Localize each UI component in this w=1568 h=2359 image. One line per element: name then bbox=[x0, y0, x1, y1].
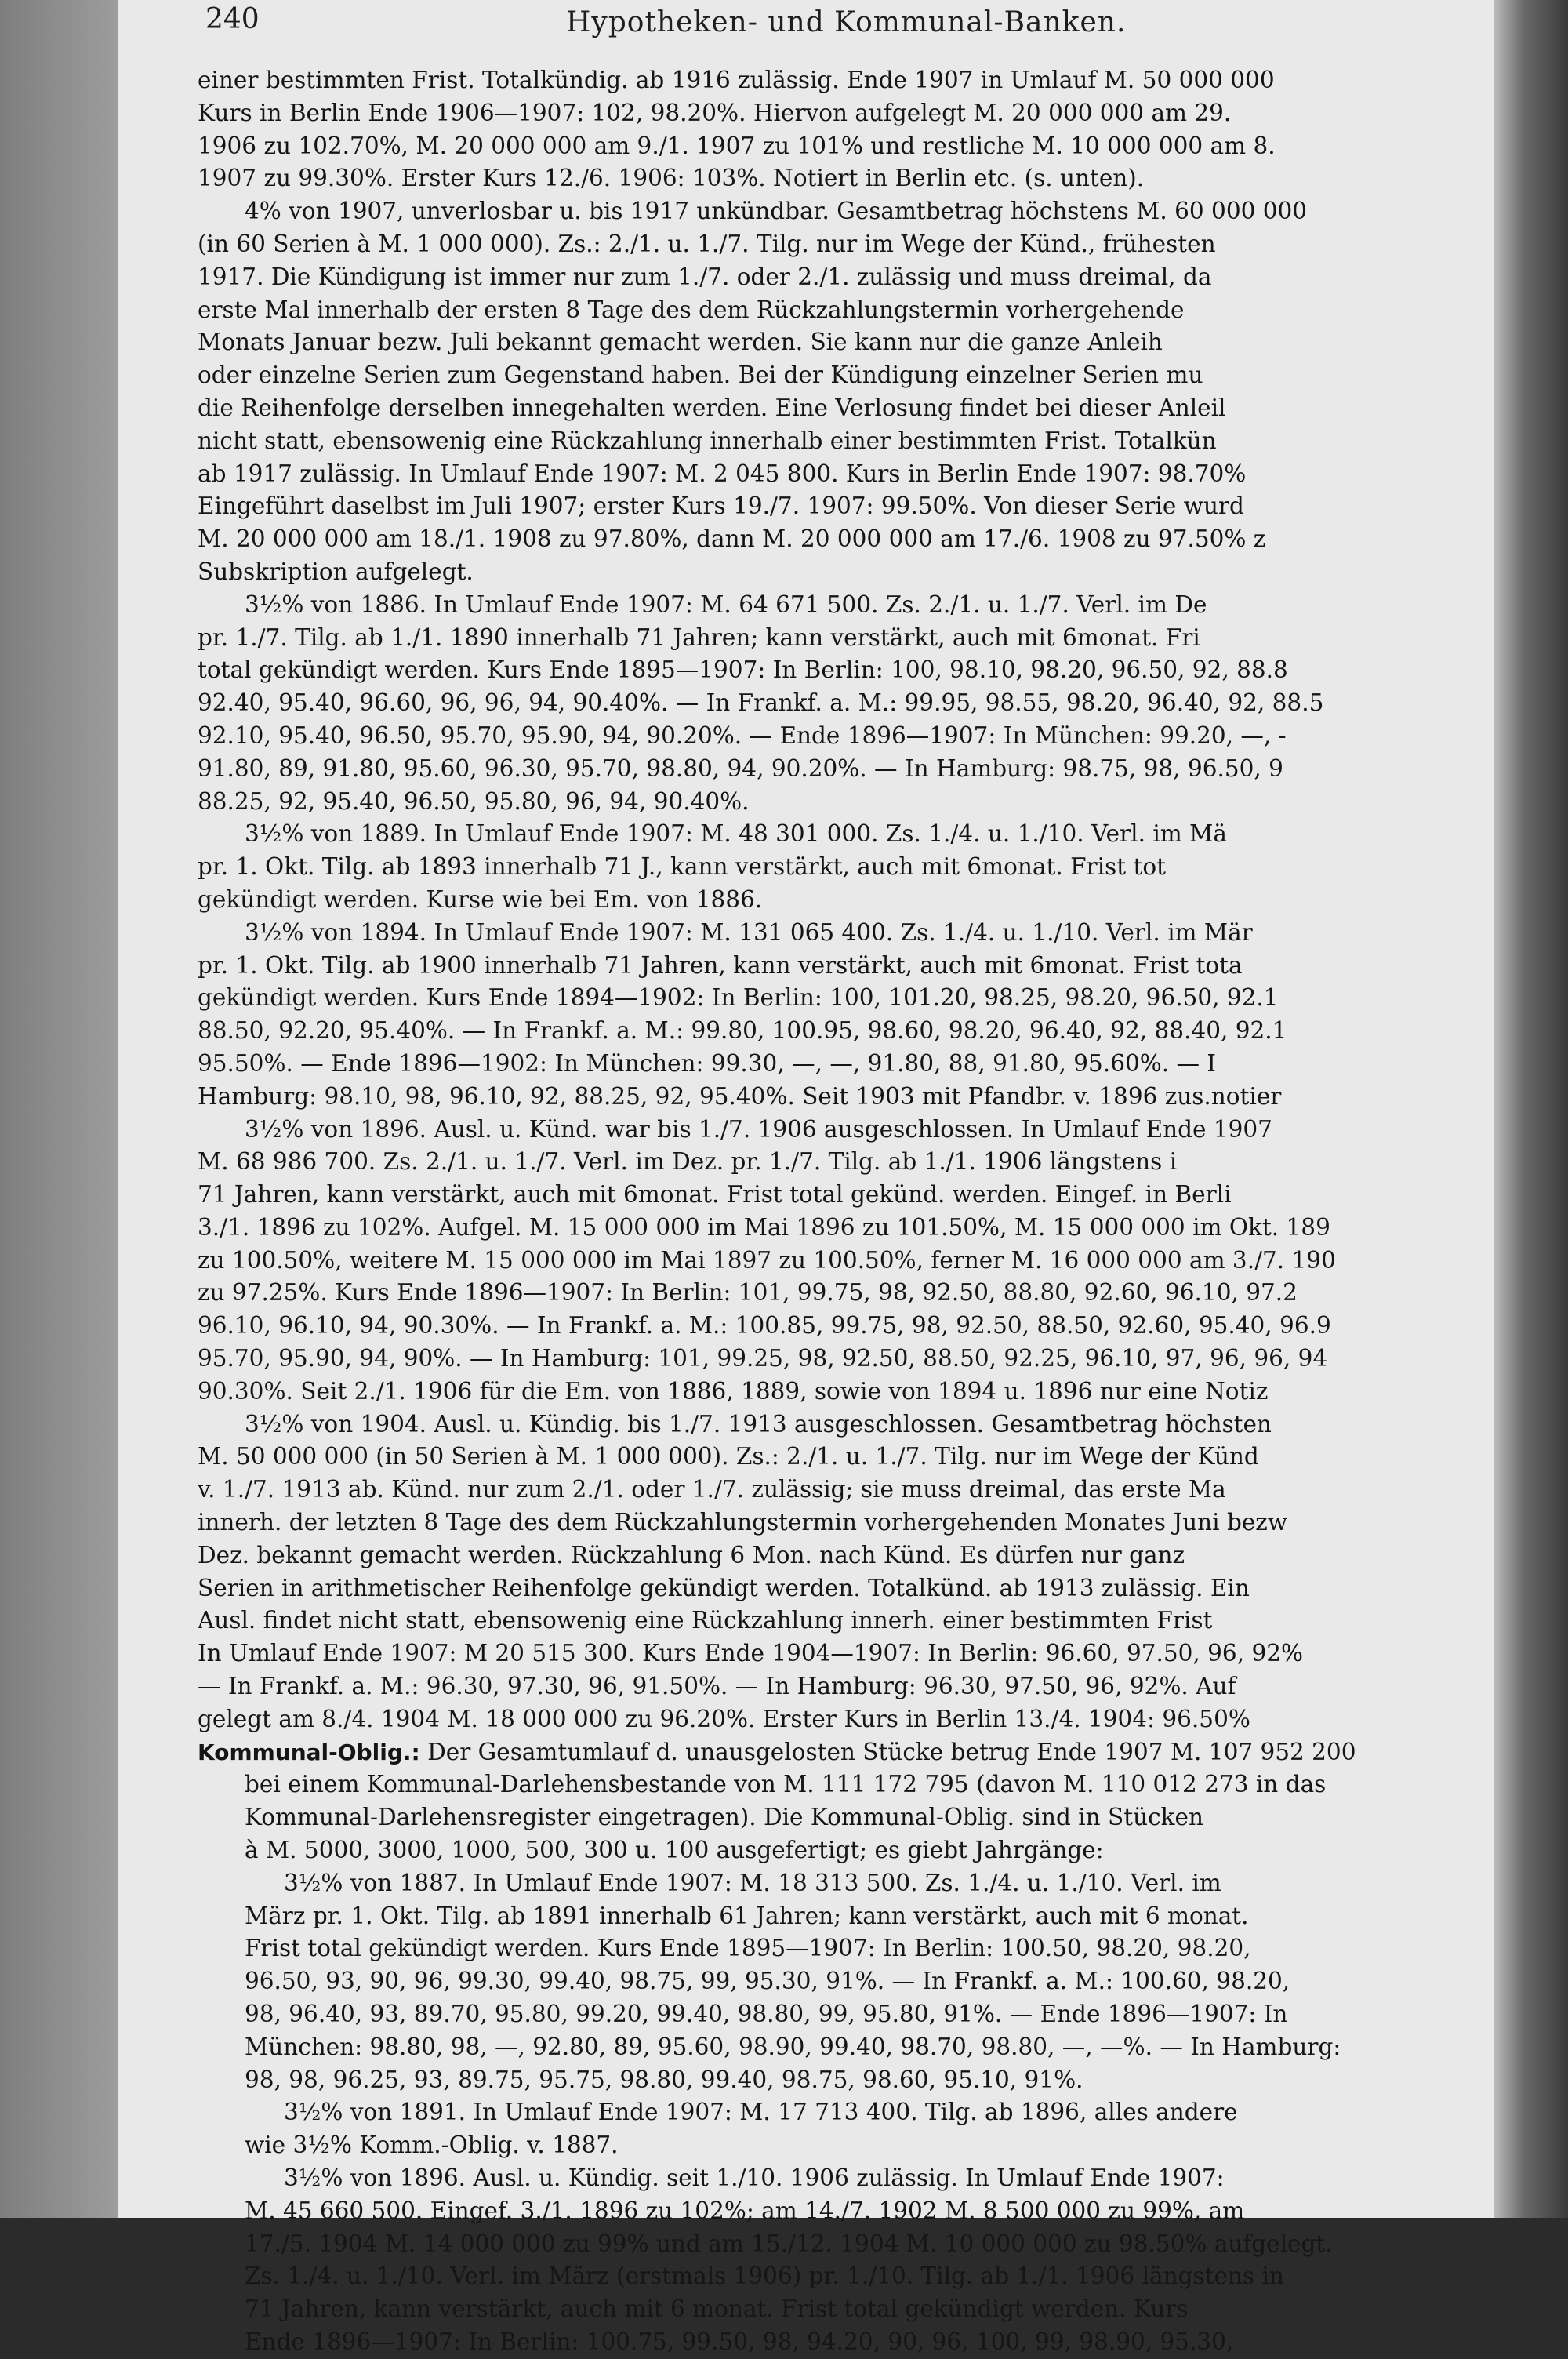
text-line: 98, 98, 96.25, 93, 89.75, 95.75, 98.80, 99.40, 98.75, 98.60, 95.10, 91%. bbox=[245, 2066, 1083, 2093]
text-line: In Umlauf Ende 1907: M 20 515 300. Kurs Ende 1904—1907: In Berlin: 96.60, 97.50, 96, 92% bbox=[198, 1640, 1304, 1667]
body-text bbox=[198, 64, 1444, 2359]
text-line: oder einzelne Serien zum Gegenstand haben. Bei der Kündigung einzelner Serien mu bbox=[198, 362, 1203, 389]
text-line: wie 3½% Komm.-Oblig. v. 1887. bbox=[245, 2132, 619, 2159]
text-line: 71 Jahren, kann verstärkt, auch mit 6monat. Frist total gekünd. werden. Eingef. in Berli bbox=[198, 1181, 1232, 1209]
text-line: zu 97.25%. Kurs Ende 1896—1907: In Berlin: 101, 99.75, 98, 92.50, 88.80, 92.60, 96.10, 97.2 bbox=[198, 1279, 1298, 1307]
text-line: 92.10, 95.40, 96.50, 95.70, 95.90, 94, 90.20%. — Ende 1896—1907: In München: 99.20, —, - bbox=[198, 722, 1287, 749]
text-line: innerh. der letzten 8 Tage des dem Rückzahlungstermin vorhergehenden Monates Juni bezw bbox=[198, 1509, 1288, 1536]
text-line: Hamburg: 98.10, 98, 96.10, 92, 88.25, 92, 95.40%. Seit 1903 mit Pfandbr. v. 1896 zus.notier bbox=[198, 1082, 1282, 1110]
text-line: zu 100.50%, weitere M. 15 000 000 im Mai 1897 zu 100.50%, ferner M. 16 000 000 am 3./7. 190 bbox=[198, 1246, 1336, 1274]
text-line: total gekündigt werden. Kurs Ende 1895—1907: In Berlin: 100, 98.10, 98.20, 96.50, 92, 88.8 bbox=[198, 656, 1288, 684]
section-first-line bbox=[198, 1736, 1444, 1769]
text-line: 92.40, 95.40, 96.60, 96, 96, 94, 90.40%. — In Frankf. a. M.: 99.95, 98.55, 98.20, 96.40, 92, 88.5 bbox=[198, 689, 1324, 717]
running-header bbox=[205, 3, 1475, 42]
text-line: bei einem Kommunal-Darlehensbestande von M. 111 172 795 (davon M. 110 012 273 in das bbox=[245, 1771, 1327, 1798]
text-line: 3½% von 1887. In Umlauf Ende 1907: M. 18 313 500. Zs. 1./4. u. 1./10. Verl. im bbox=[284, 1869, 1221, 1896]
text-line: 1906 zu 102.70%, M. 20 000 000 am 9./1. 1907 zu 101% und restliche M. 10 000 000 am 8. bbox=[198, 132, 1276, 159]
text-line: 95.70, 95.90, 94, 90%. — In Hamburg: 101, 99.25, 98, 92.50, 88.50, 92.25, 96.10, 97, 96, 96, 94 bbox=[198, 1345, 1328, 1372]
text-line: M. 20 000 000 am 18./1. 1908 zu 97.80%, dann M. 20 000 000 am 17./6. 1908 zu 97.50% z bbox=[198, 525, 1266, 553]
text-line: 3./1. 1896 zu 102%. Aufgel. M. 15 000 000 im Mai 1896 zu 101.50%, M. 15 000 000 im Okt. 189 bbox=[198, 1213, 1330, 1241]
text-line: — In Frankf. a. M.: 96.30, 97.30, 96, 91.50%. — In Hamburg: 96.30, 97.50, 96, 92%. Auf bbox=[198, 1673, 1236, 1700]
page-number: 240 bbox=[205, 3, 260, 35]
text-line: Dez. bekannt gemacht werden. Rückzahlung 6 Mon. nach Künd. Es dürfen nur ganz bbox=[198, 1541, 1185, 1568]
text-line: 91.80, 89, 91.80, 95.60, 96.30, 95.70, 98.80, 94, 90.20%. — In Hamburg: 98.75, 98, 96.50, 9 bbox=[198, 754, 1283, 782]
text-line: Serien in arithmetischer Reihenfolge gekündigt werden. Totalkünd. ab 1913 zulässig. Ein bbox=[198, 1574, 1250, 1601]
running-title: Hypotheken- und Kommunal-Banken. bbox=[566, 6, 1127, 38]
text-line: einer bestimmten Frist. Totalkündig. ab 1916 zulässig. Ende 1907 in Umlauf M. 50 000 000 bbox=[198, 67, 1275, 93]
text-line: 96.10, 96.10, 94, 90.30%. — In Frankf. a. M.: 100.85, 99.75, 98, 92.50, 88.50, 92.60, 95.40, 96.9 bbox=[198, 1312, 1331, 1339]
text-line: 17./5. 1904 M. 14 000 000 zu 99% und am 15./12. 1904 M. 10 000 000 zu 98.50% aufgelegt. bbox=[245, 2230, 1333, 2257]
text-line: M. 45 660 500. Eingef. 3./1. 1896 zu 102%; am 14./7. 1902 M. 8 500 000 zu 99%, am bbox=[245, 2197, 1245, 2224]
text-line: 88.25, 92, 95.40, 96.50, 95.80, 96, 94, 90.40%. bbox=[198, 787, 750, 815]
text-line: pr. 1. Okt. Tilg. ab 1893 innerhalb 71 J., kann verstärkt, auch mit 6monat. Frist tot bbox=[198, 853, 1166, 881]
text-line: nicht statt, ebensowenig eine Rückzahlung innerhalb einer bestimmten Frist. Totalkün bbox=[198, 427, 1217, 454]
text-line: M. 68 986 700. Zs. 2./1. u. 1./7. Verl. im Dez. pr. 1./7. Tilg. ab 1./1. 1906 längstens i bbox=[198, 1148, 1178, 1176]
text-line: gelegt am 8./4. 1904 M. 18 000 000 zu 96.20%. Erster Kurs in Berlin 13./4. 1904: 96.50% bbox=[198, 1705, 1250, 1732]
text-line: Ausl. findet nicht statt, ebensowenig eine Rückzahlung innerh. einer bestimmten Frist bbox=[198, 1607, 1213, 1634]
text-line: 3½% von 1889. In Umlauf Ende 1907: M. 48 301 000. Zs. 1./4. u. 1./10. Verl. im Mä bbox=[245, 820, 1227, 848]
text-line: Kommunal-Darlehensregister eingetragen). Die Kommunal-Oblig. sind in Stücken bbox=[245, 1804, 1203, 1831]
text-line: 95.50%. — Ende 1896—1902: In München: 99.30, —, —, 91.80, 88, 91.80, 95.60%. — I bbox=[198, 1049, 1217, 1077]
text-line: à M. 5000, 3000, 1000, 500, 300 u. 100 ausgefertigt; es giebt Jahrgänge: bbox=[245, 1837, 1104, 1864]
text-line: Frist total gekündigt werden. Kurs Ende 1895—1907: In Berlin: 100.50, 98.20, 98.20, bbox=[245, 1935, 1251, 1962]
text-line: 3½% von 1886. In Umlauf Ende 1907: M. 64 671 500. Zs. 2./1. u. 1./7. Verl. im De bbox=[245, 591, 1207, 618]
text-line: (in 60 Serien à M. 1 000 000). Zs.: 2./1. u. 1./7. Tilg. nur im Wege der Künd., frühesten bbox=[198, 230, 1216, 257]
text-line: 88.50, 92.20, 95.40%. — In Frankf. a. M.: 99.80, 100.95, 98.60, 98.20, 96.40, 92, 88.40, 92.1 bbox=[198, 1017, 1287, 1045]
text-line: v. 1./7. 1913 ab. Künd. nur zum 2./1. oder 1./7. zulässig; sie muss dreimal, das erste Ma bbox=[198, 1476, 1226, 1503]
scan-right-edge bbox=[1494, 0, 1568, 2218]
text-line: erste Mal innerhalb der ersten 8 Tage des dem Rückzahlungstermin vorhergehende bbox=[198, 296, 1185, 323]
text-line: 3½% von 1896. Ausl. u. Künd. war bis 1./7. 1906 ausgeschlossen. In Umlauf Ende 1907 bbox=[245, 1115, 1272, 1143]
text-line: 3½% von 1896. Ausl. u. Kündig. seit 1./10. 1906 zulässig. In Umlauf Ende 1907: bbox=[284, 2165, 1225, 2191]
text-line: Ende 1896—1907: In Berlin: 100.75, 99.50, 98, 94.20, 90, 96, 100, 99, 98.90, 95.30, bbox=[245, 2328, 1234, 2355]
text-line: pr. 1./7. Tilg. ab 1./1. 1890 innerhalb 71 Jahren; kann verstärkt, auch mit 6monat. Fri bbox=[198, 623, 1200, 651]
text-line: Eingeführt daselbst im Juli 1907; erster Kurs 19./7. 1907: 99.50%. Von dieser Serie wurd bbox=[198, 493, 1244, 520]
text-line: 1917. Die Kündigung ist immer nur zum 1./7. oder 2./1. zulässig und muss dreimal, da bbox=[198, 263, 1212, 290]
text-line: M. 50 000 000 (in 50 Serien à M. 1 000 000). Zs.: 2./1. u. 1./7. Tilg. nur im Wege der Künd bbox=[198, 1443, 1259, 1470]
text-line: Zs. 1./4. u. 1./10. Verl. im März (erstmals 1906) pr. 1./10. Tilg. ab 1./1. 1906 längstens in bbox=[245, 2263, 1284, 2290]
text-line: gekündigt werden. Kurs Ende 1894—1902: In Berlin: 100, 101.20, 98.25, 98.20, 96.50, 92.1 bbox=[198, 984, 1279, 1012]
section-lead-text: Der Gesamtumlauf d. unausgelosten Stücke betrug Ende 1907 M. 107 952 200 bbox=[427, 1738, 1356, 1765]
text-line: 71 Jahren, kann verstärkt, auch mit 6 monat. Frist total gekündigt werden. Kurs bbox=[245, 2295, 1189, 2323]
text-line: 90.30%. Seit 2./1. 1906 für die Em. von 1886, 1889, sowie von 1894 u. 1896 nur eine Notiz bbox=[198, 1377, 1269, 1405]
text-line: März pr. 1. Okt. Tilg. ab 1891 innerhalb 61 Jahren; kann verstärkt, auch mit 6 monat. bbox=[245, 1902, 1249, 1929]
text-line: 3½% von 1891. In Umlauf Ende 1907: M. 17 713 400. Tilg. ab 1896, alles andere bbox=[284, 2099, 1238, 2126]
text-line: die Reihenfolge derselben innegehalten werden. Eine Verlosung findet bei dieser Anleil bbox=[198, 394, 1226, 421]
text-line: Kurs in Berlin Ende 1906—1907: 102, 98.20%. Hiervon aufgelegt M. 20 000 000 am 29. bbox=[198, 99, 1232, 126]
text-line: 98, 96.40, 93, 89.70, 95.80, 99.20, 99.40, 98.80, 99, 95.80, 91%. — Ende 1896—1907: In bbox=[245, 2001, 1288, 2028]
text-line: 96.50, 93, 90, 96, 99.30, 99.40, 98.75, 99, 95.30, 91%. — In Frankf. a. M.: 100.60, 98.20, bbox=[245, 1968, 1290, 1995]
text-line: ab 1917 zulässig. In Umlauf Ende 1907: M. 2 045 800. Kurs in Berlin Ende 1907: 98.70% bbox=[198, 460, 1247, 487]
text-line: 1907 zu 99.30%. Erster Kurs 12./6. 1906: 103%. Notiert in Berlin etc. (s. unten). bbox=[198, 165, 1145, 192]
text-line: Subskription aufgelegt. bbox=[198, 558, 474, 585]
text-line: 3½% von 1904. Ausl. u. Kündig. bis 1./7. 1913 ausgeschlossen. Gesamtbetrag höchsten bbox=[245, 1410, 1272, 1438]
text-line: gekündigt werden. Kurse wie bei Em. von 1886. bbox=[198, 885, 763, 913]
section-heading-kommunal-oblig: Kommunal-Oblig.: bbox=[198, 1739, 420, 1765]
text-line: Monats Januar bezw. Juli bekannt gemacht werden. Sie kann nur die ganze Anleih bbox=[198, 329, 1163, 356]
text-line: 4% von 1907, unverlosbar u. bis 1917 unkündbar. Gesamtbetrag höchstens M. 60 000 000 bbox=[245, 198, 1308, 225]
text-line: München: 98.80, 98, —, 92.80, 89, 95.60, 98.90, 99.40, 98.70, 98.80, —, —%. — In Hamburg: bbox=[245, 2033, 1341, 2060]
text-line: pr. 1. Okt. Tilg. ab 1900 innerhalb 71 Jahren, kann verstärkt, auch mit 6monat. Frist tota bbox=[198, 951, 1243, 979]
text-line: 3½% von 1894. In Umlauf Ende 1907: M. 131 065 400. Zs. 1./4. u. 1./10. Verl. im Mär bbox=[245, 918, 1253, 946]
